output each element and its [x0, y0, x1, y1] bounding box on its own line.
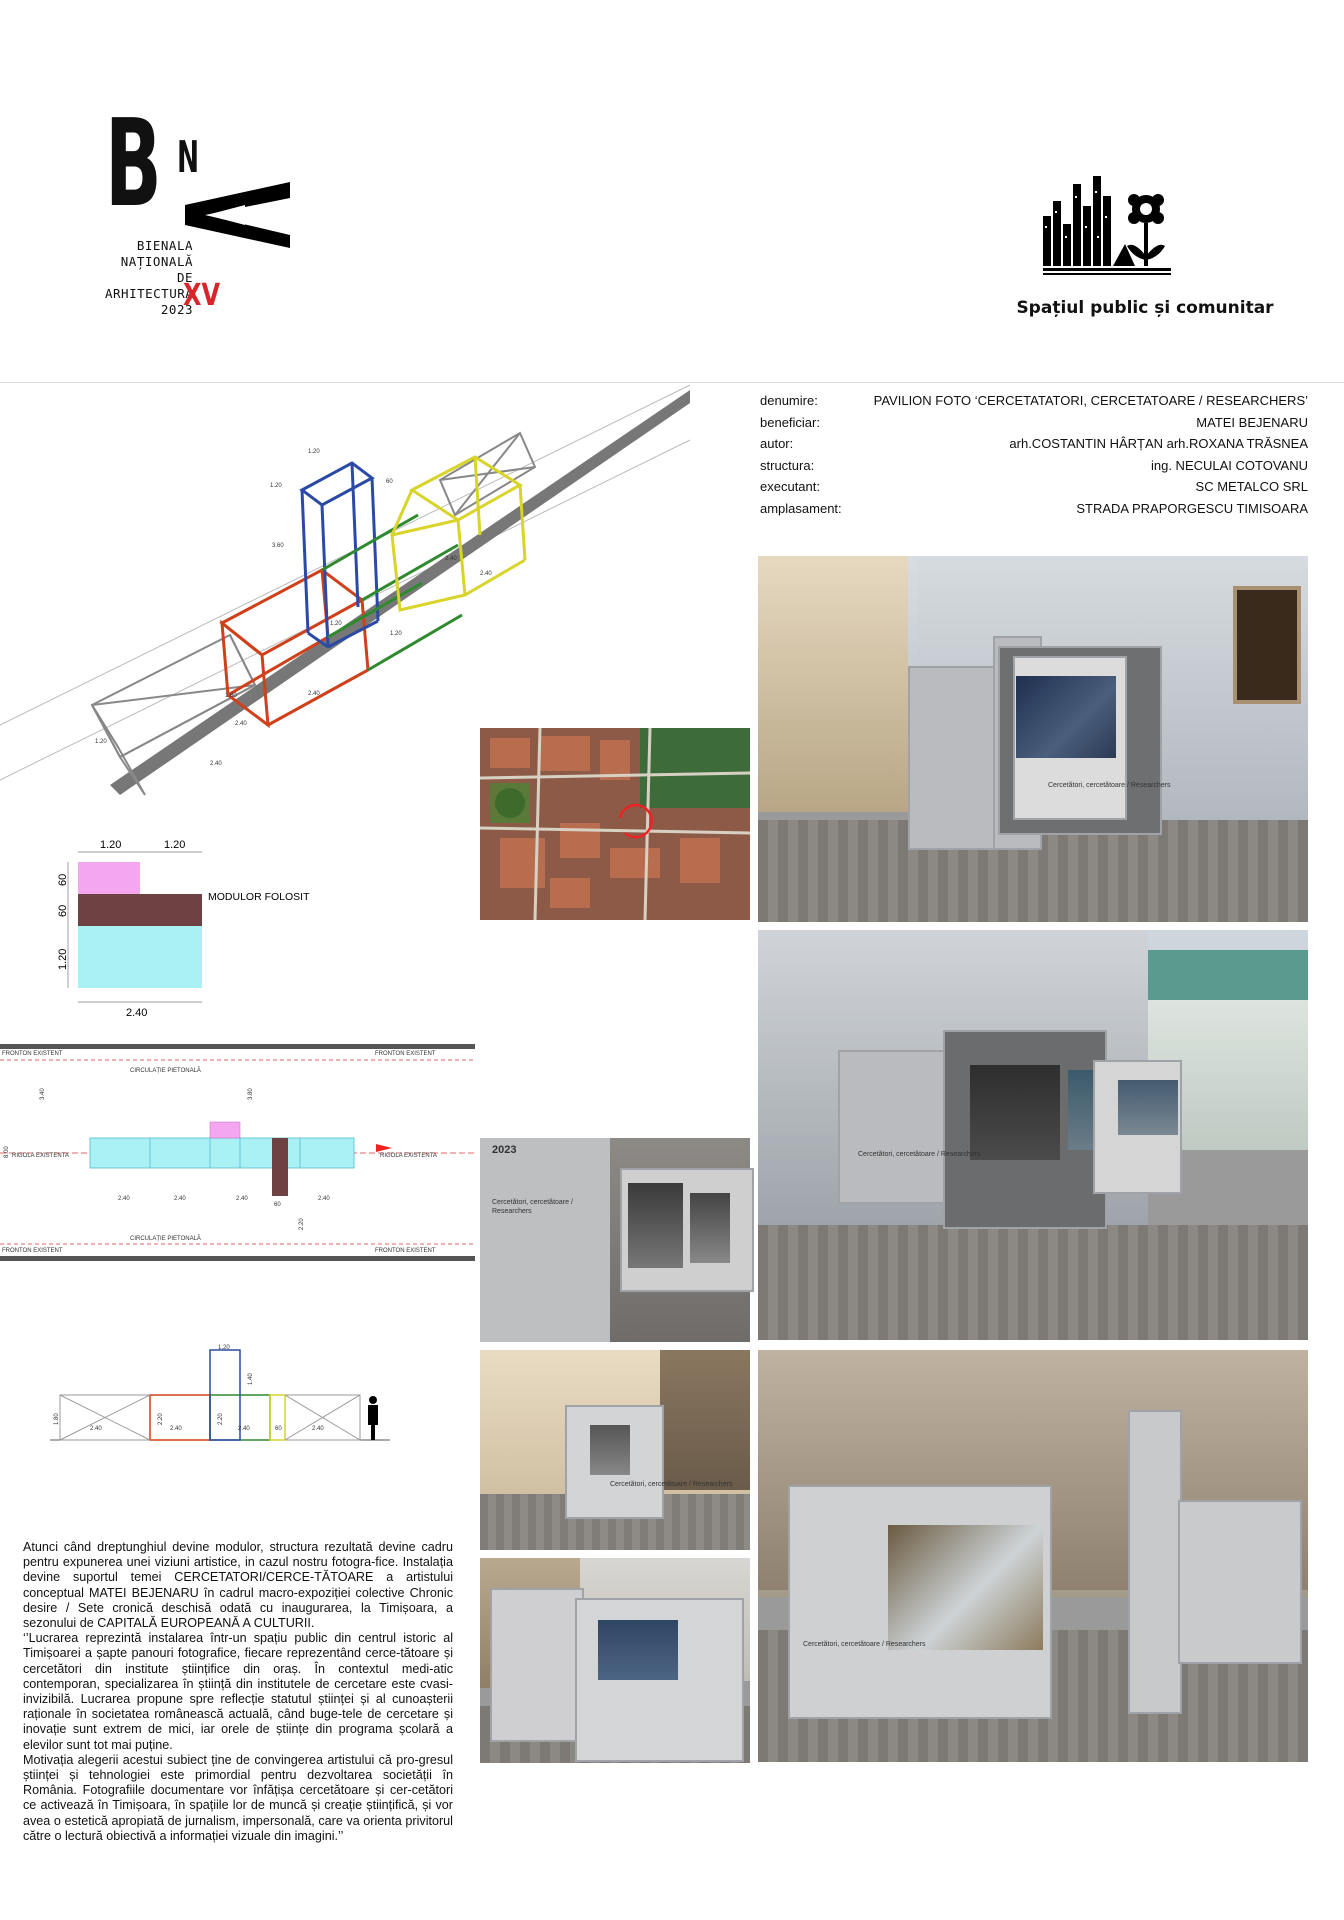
elev-dim: 1.20: [218, 1345, 230, 1351]
plan-fronton-label: FRONTON EXISTENT: [2, 1051, 63, 1057]
dim-label: 60: [386, 479, 393, 485]
plan-dim: 2.20: [299, 1218, 305, 1230]
dim-label: 2.40: [445, 556, 457, 562]
info-value: ing. NECULAI COTOVANU: [1150, 457, 1308, 473]
info-row: [760, 433, 1308, 455]
site-plan: [0, 1040, 475, 1265]
bna-letter-b: B: [105, 95, 160, 234]
dim-label: 2.40: [235, 721, 247, 727]
photo-panel-closeup: [480, 1138, 750, 1342]
dim-label: 1.20: [95, 739, 107, 745]
photo-pavilion-street-2: [758, 930, 1308, 1340]
elev-dim: 2.40: [238, 1426, 250, 1432]
info-key: autor:: [760, 436, 794, 451]
info-value: arh.COSTANTIN HÂRȚAN arh.ROXANA TRĂSNEA: [1009, 436, 1308, 451]
elev-dim: 60: [275, 1426, 282, 1432]
description-paragraph: Atunci când dreptunghiul devine modulor, structura rezultată devine cadru pentru expunerea unei viziuni artistice, in cazul nostru fotogra-fice. Instalația devine suportul temei CERCETATORI/CERCE-TĂTOARE a artistului conceptual MATEI BEJENARU în cadrul macro-expoziției colective Chronic desire / Sete cronică deschisă odată cu inaugurarea, la Timișoara, a sezonului de CAPITALĂ EUROPEANĂ A CULTURII.: [23, 1540, 453, 1631]
bna-line: BIENALA: [136, 238, 193, 253]
bna-edition: XV: [183, 278, 221, 313]
elev-dim: 1.40: [248, 1373, 254, 1385]
panel-caption: Cercetători, cercetătoare / Researchers: [803, 1641, 926, 1648]
bna-letter-a-shape: [185, 170, 295, 270]
info-row: [760, 476, 1308, 498]
aerial-map: [480, 728, 750, 920]
photo-pavilion-street-3: [480, 1350, 750, 1550]
bna-wordmark: [105, 238, 193, 318]
info-value: PAVILION FOTO ‘CERCETATATORI, CERCETATOARE / RESEARCHERS’: [873, 393, 1308, 408]
panel-caption: Cercetători, cercetătoare / Researchers: [492, 1199, 573, 1215]
elevation-drawing: [50, 1345, 390, 1455]
modulor-diagram: [57, 838, 350, 1019]
info-key: denumire:: [760, 393, 818, 408]
dim-label: 2.40: [480, 571, 492, 577]
plan-fronton-label: FRONTON EXISTENT: [2, 1248, 63, 1254]
plan-dim: 2.40: [118, 1196, 130, 1202]
plan-rigola-label: RIGOLA EXISTENTA: [380, 1153, 437, 1159]
city-flower-icon: [1043, 176, 1171, 276]
plan-dim: 2.40: [318, 1196, 330, 1202]
photo-pavilion-street-1: [758, 556, 1308, 922]
plan-dim: 2.40: [236, 1196, 248, 1202]
panel-caption: Cercetători, cercetătoare / Researchers: [610, 1481, 733, 1488]
info-row: [760, 412, 1308, 434]
dim-label: 1.20: [270, 483, 282, 489]
dim-label: 1.80: [225, 693, 237, 699]
modulor-top-dim: 1.20: [164, 839, 186, 851]
dim-label: 1.20: [330, 621, 342, 627]
plan-circulation-label: CIRCULAȚIE PIETONALĂ: [130, 1236, 201, 1242]
bna-line: DE: [176, 270, 193, 285]
plan-dim: 8.00: [4, 1146, 10, 1158]
dim-label: 1.20: [390, 631, 402, 637]
photo-pavilion-street-5: [758, 1350, 1308, 1762]
bna-logo: [105, 95, 295, 350]
bna-line: 2023: [160, 302, 193, 317]
info-value: STRADA PRAPORGESCU TIMISOARA: [1076, 500, 1308, 516]
elev-dim: 2.20: [218, 1413, 224, 1425]
plan-dim: 60: [274, 1202, 281, 1208]
plan-dim: 3.40: [40, 1088, 46, 1100]
plan-fronton-label: FRONTON EXISTENT: [375, 1248, 436, 1254]
info-value: SC METALCO SRL: [1195, 479, 1308, 494]
elev-dim: 1.80: [54, 1413, 60, 1425]
elev-dim: 2.40: [170, 1426, 182, 1432]
dim-label: 3.60: [272, 543, 284, 549]
info-key: beneficiar:: [760, 414, 820, 430]
modulor-label: MODULOR FOLOSIT: [208, 891, 310, 903]
bna-line: ARHITECTURĂ: [105, 286, 194, 301]
description-paragraph: Motivația alegerii acestui subiect ține de convingerea artistului că pro-gresul științei și tehnologiei este primordial pentru dezvoltarea societății în România. Fotografiile documentare vor înfățișa cercetătoare și cer-cetători ce activează în Timișoara, în spațiile lor de muncă și creație științifică, și vor avea o estetică apropiată de jurnalism, impersonală, care va orienta privitorul către o lectură obiectivă a informației vizuale din imagini.’’: [23, 1752, 453, 1843]
modulor-side-dim: 1.20: [57, 948, 69, 970]
aerial-map-image: [480, 728, 750, 920]
info-value: MATEI BEJENARU: [1196, 414, 1308, 430]
info-key: executant:: [760, 479, 820, 494]
elev-dim: 2.40: [312, 1426, 324, 1432]
info-row: [760, 390, 1308, 412]
plan-rigola-label: RIGOLA EXISTENTA: [12, 1153, 69, 1159]
photo-pavilion-street-4: [480, 1558, 750, 1763]
info-key: structura:: [760, 457, 815, 473]
plan-circulation-label: CIRCULAȚIE PIETONALĂ: [130, 1068, 201, 1074]
panel-caption: Cercetători, cercetătoare / Researchers: [1048, 782, 1171, 789]
elev-dim: 2.40: [90, 1426, 102, 1432]
project-info: [760, 390, 1308, 519]
description-text: [23, 1540, 453, 1844]
bna-letter-n: N: [177, 132, 200, 183]
elev-dim: 2.20: [158, 1413, 164, 1425]
panel-caption: Cercetători, cercetătoare / Researchers: [858, 1151, 981, 1158]
description-paragraph: ‘’Lucrarea reprezintă instalarea într-un spațiu public din centrul istoric al Timișoarei a șapte panouri fotografice, fiecare reprezentând cerce-tătoare și cercetători din institute științifice din oraș. În contextul medi-atic contemporan, specializarea în știință din institutele de cercetare este cvasi-invizibilă. Lucrarea propune spre reflecție statutul științei și al cunoașterii raționale în societatea românească actuală, când buge-tele de cercetare și inovație sunt extrem de mici, iar orele de științe din programa școlară a elevilor sunt tot mai puține.: [23, 1631, 453, 1752]
modulor-side-dim: 60: [57, 873, 69, 886]
panel-logo: 2023: [492, 1144, 517, 1156]
modulor-bottom-dim: 2.40: [126, 1007, 148, 1019]
bna-line: NAȚIONALĂ: [120, 254, 193, 269]
dim-label: 2.40: [308, 691, 320, 697]
info-row: [760, 455, 1308, 477]
modulor-top-dim: 1.20: [100, 839, 122, 851]
plan-fronton-label: FRONTON EXISTENT: [375, 1051, 436, 1057]
info-row: [760, 498, 1308, 520]
plan-dim: 3.80: [248, 1088, 254, 1100]
modulor-side-dim: 60: [57, 904, 69, 917]
dim-label: 1.20: [308, 449, 320, 455]
header-divider: [0, 382, 1344, 383]
plan-dim: 2.40: [174, 1196, 186, 1202]
info-key: amplasament:: [760, 500, 842, 516]
dim-label: 2.40: [210, 761, 222, 767]
category-label: Spațiul public și comunitar: [1016, 298, 1274, 318]
